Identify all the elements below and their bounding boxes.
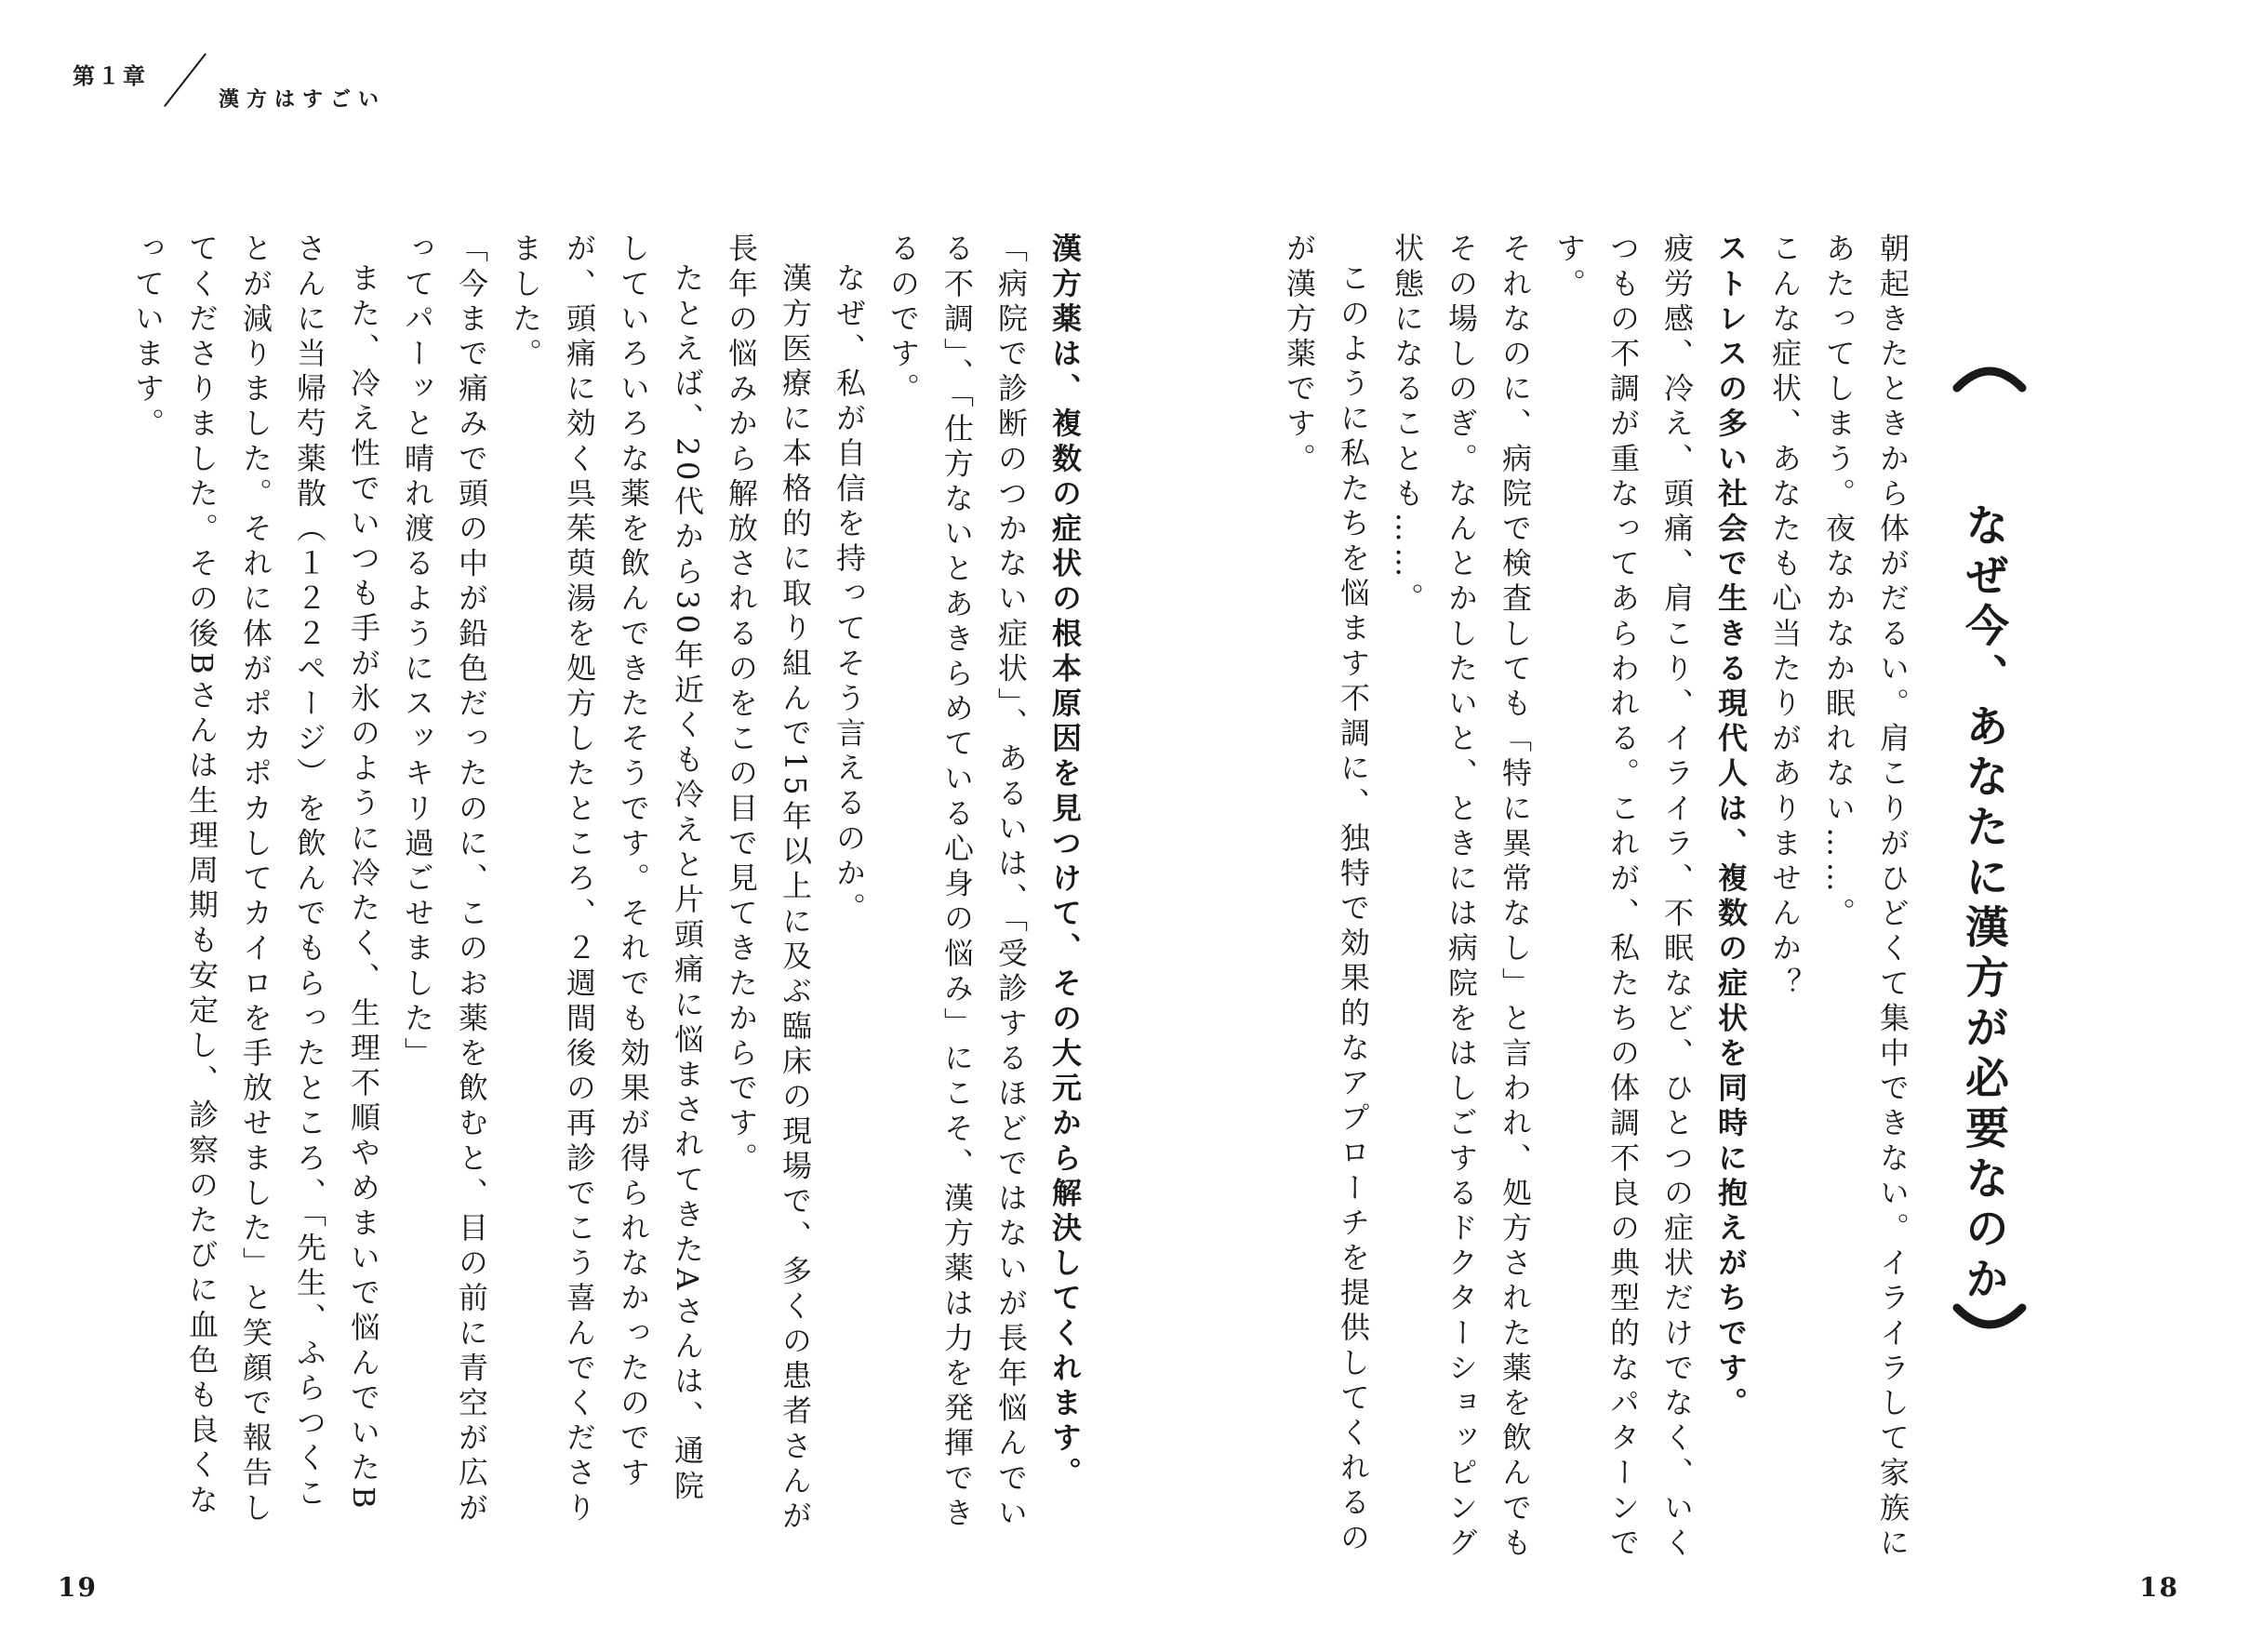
heading-bracket-top-icon <box>1951 349 2028 393</box>
paragraph: 漢方医療に本格的に取り組んで15年以上に及ぶ臨床の現場で、多くの患者さんが長年の悩みから解放されるのをこの目で見てきたからです。 <box>724 233 813 1535</box>
paragraph: それなのに、病院で検査しても「特に異常なし」と言われ、処方された薬を飲んでもその場しのぎ。なんとかしたいと、ときには病院をはしごするドクターショッピング状態になることも……。 <box>1390 233 1533 1562</box>
paragraph: このように私たちを悩ます不調に、独特で効果的なアプローチを提供してくれるのが漢方薬です。 <box>1282 233 1371 1557</box>
paragraph: なぜ、私が自信を持ってそう言えるのか。 <box>832 262 867 927</box>
page-number-right: 18 <box>2139 1572 2179 1603</box>
heading-bracket-bottom-icon <box>1951 1302 2028 1347</box>
quote-paragraph: 「今まで痛みで頭の中が鉛色だったのに、このお薬を飲むと、目の前に青空が広がってパーッと晴れ渡るようにスッキリ過ごせました」 <box>400 233 489 1527</box>
paragraph: たとえば、20代から30年近くも冷えと片頭痛に悩まされてきたAさんは、通院していろいろな薬を飲んできたそうです。それでも効果が得られなかったのですが、頭痛に効く呉茱萸湯を処方したところ、２週間後の再診でこう喜んでくださりました。 <box>508 233 705 1527</box>
running-header <box>73 48 386 113</box>
paragraph: こんな症状、あなたも心当たりがありませんか？ <box>1767 233 1803 1003</box>
left-page-body <box>121 233 1092 1535</box>
bold-paragraph: 漢方薬は、複数の症状の根本原因を見つけて、その大元から解決してくれます。 <box>1047 233 1083 1492</box>
paragraph: 「病院で診断のつかない症状」、あるいは、「受診するほどではないが長年悩んでいる不調」、「仕方ないとあきらめている心身の悩み」にこそ、漢方薬は力を発揮できるのです。 <box>885 233 1029 1532</box>
chapter-label: 第１章 <box>73 62 148 89</box>
paragraph: 朝起きたときから体がだるい。肩こりがひどくて集中できない。イライラして家族にあたってしまう。夜なかなか眠れない……。 <box>1821 233 1911 1562</box>
bold-paragraph: ストレスの多い社会で生きる現代人は、複数の症状を同時に抱えがちです。 <box>1713 233 1749 1422</box>
paragraph: また、冷え性でいつも手が氷のように冷たく、生理不順やめまいで悩んでいたBさんに当帰芍薬散（１２２ページ）を飲んでもらったところ、「先生、ふらつくことが減りました。それに体がポカポカしてカイロを手放せました」と笑顔で報告してくださりました。その後Bさんは生理周期も安定し、診察のたびに血色も良くなっています。 <box>130 233 381 1527</box>
chapter-title: 漢方はすごい <box>219 87 387 112</box>
paragraph: 疲労感、冷え、頭痛、肩こり、イライラ、不眠など、ひとつの症状だけでなく、いくつもの不調が重なってあらわれる。これが、私たちの体調不良の典型的なパターンです。 <box>1551 233 1695 1562</box>
right-page-body <box>1272 233 1920 1572</box>
page-number-left: 19 <box>58 1572 98 1603</box>
header-slash-divider <box>161 48 209 108</box>
section-heading: なぜ今、あなたに漢方が必要なのか <box>1958 502 2009 1306</box>
